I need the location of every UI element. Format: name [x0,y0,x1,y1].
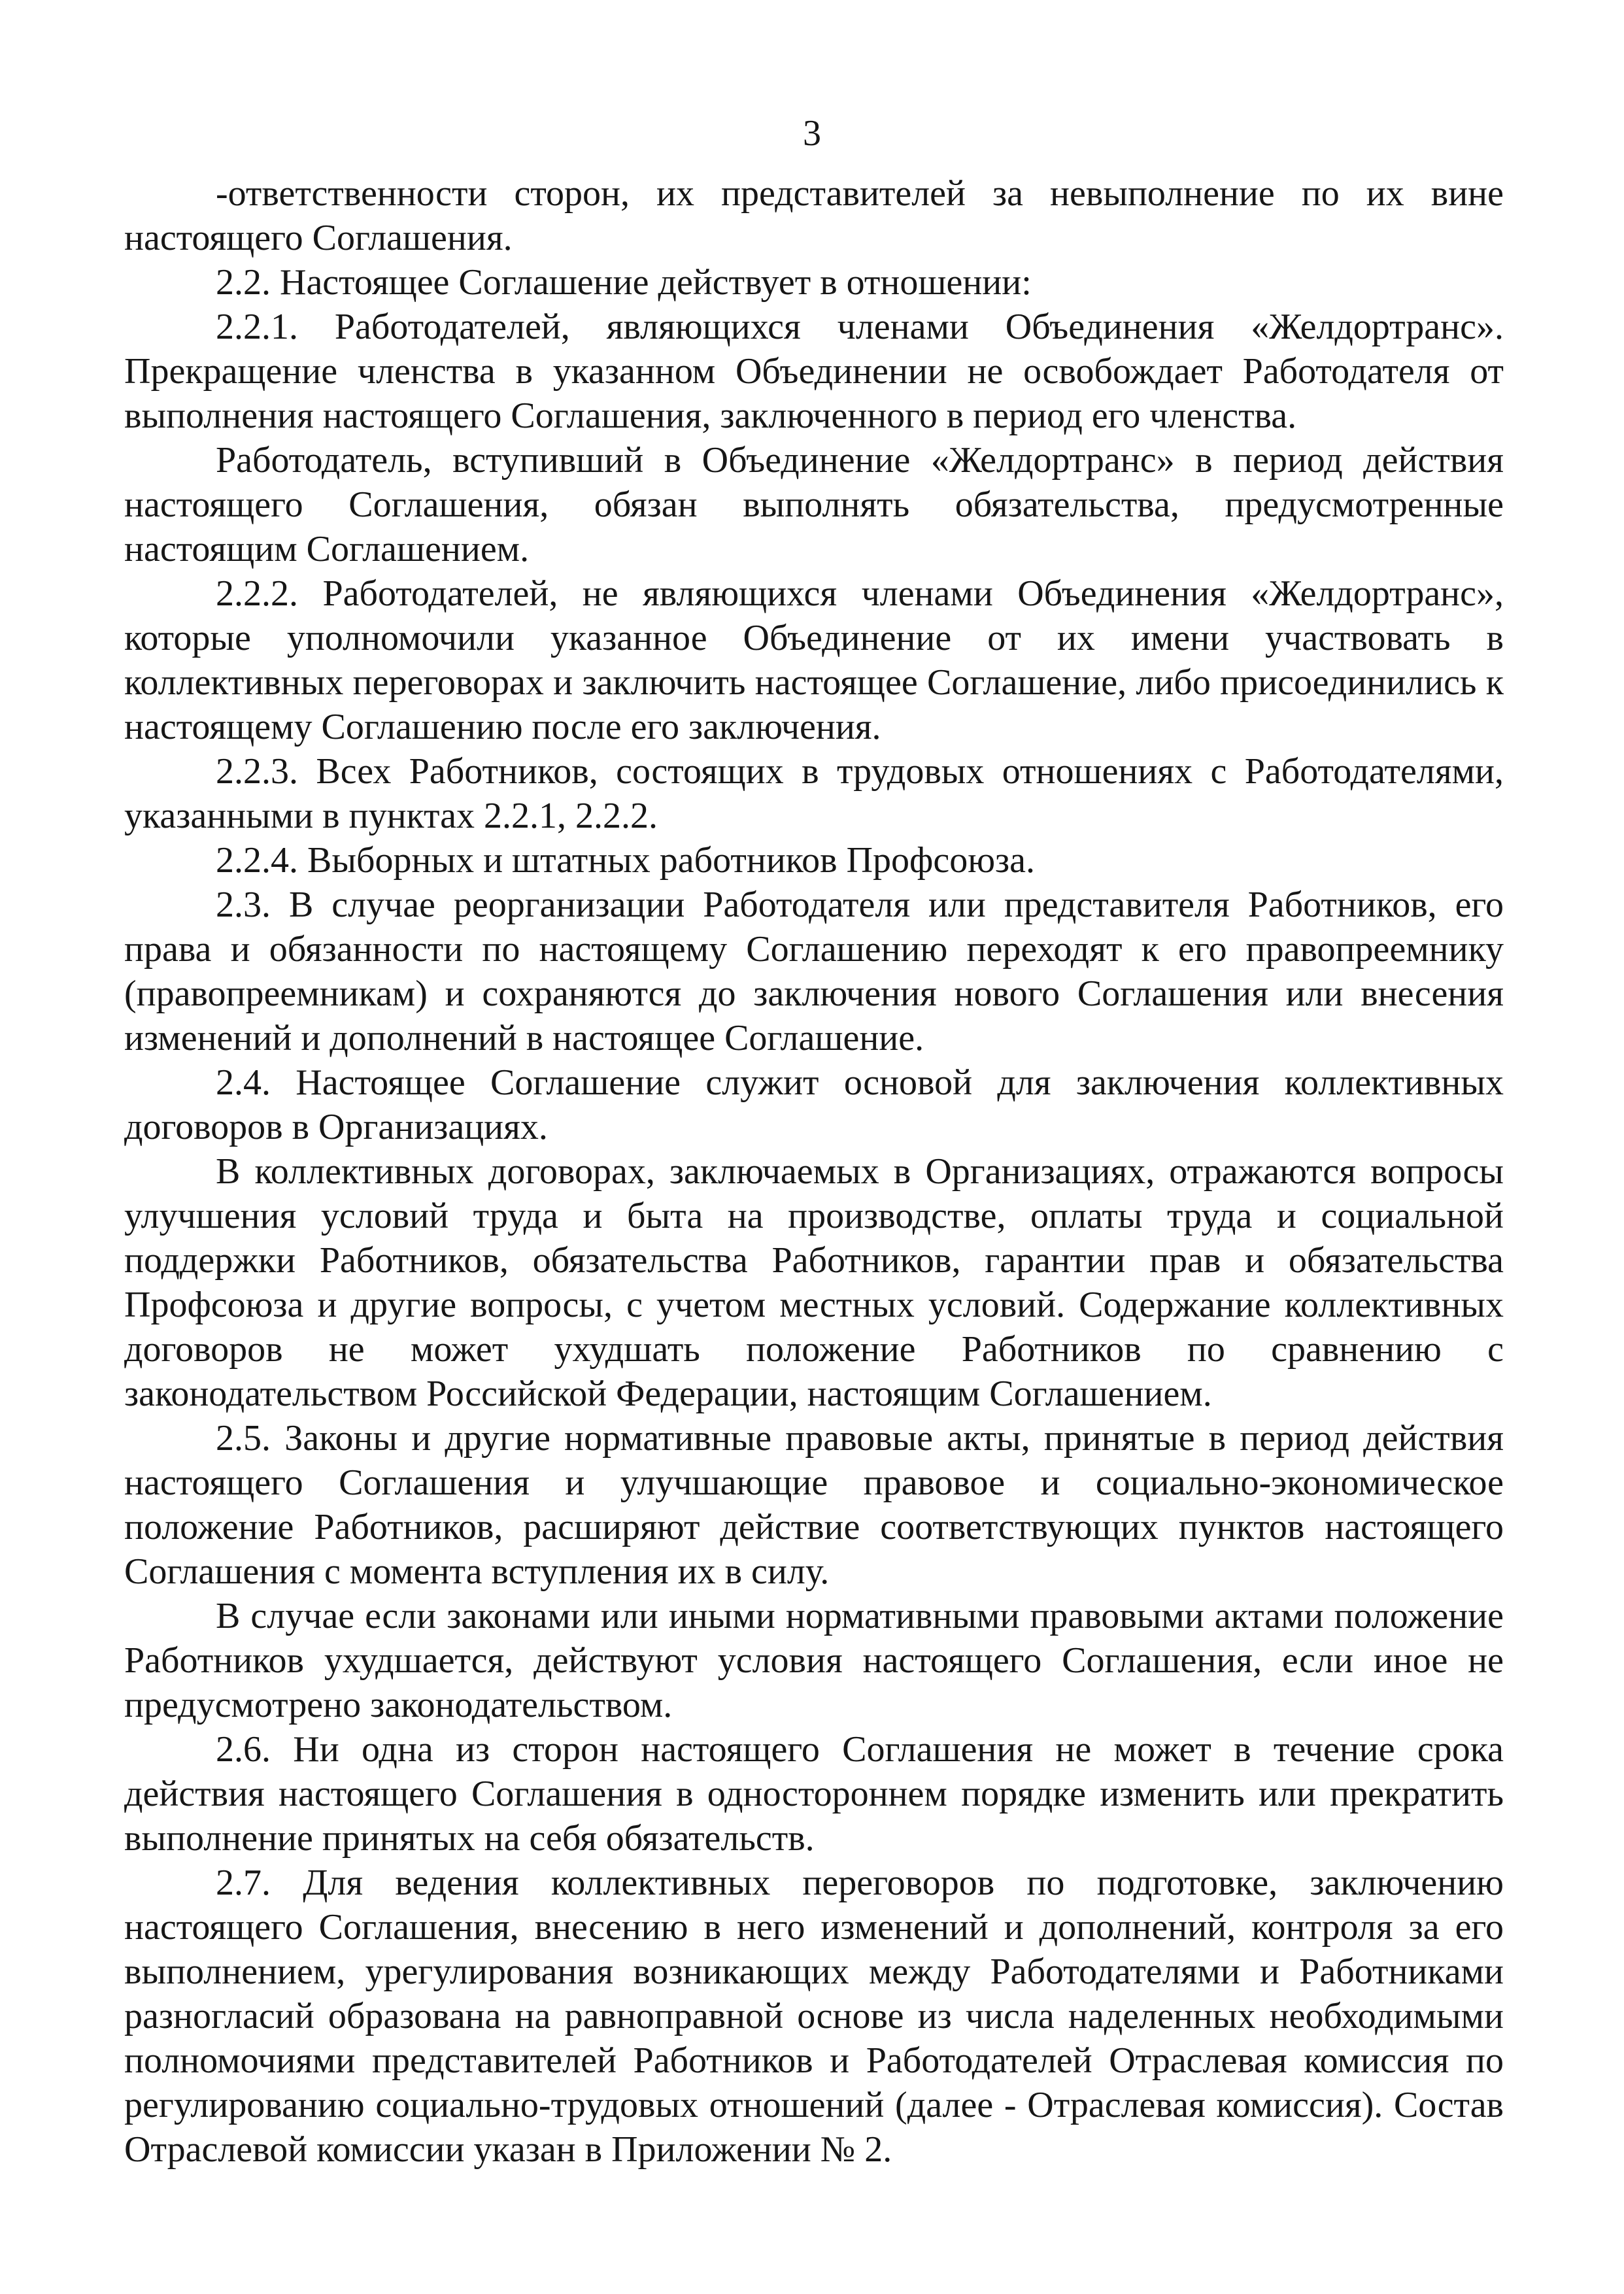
paragraph-2-2-4: 2.2.4. Выборных и штатных работников Профсоюза. [216,840,1035,881]
paragraph-2-2-1: 2.2.1. Работодателей, являющихся членами Объединения «Желдортранс». Прекращение членства в указанном Объединении не освобождает Работодателя от выполнения настоящего Соглашения, заключенного в период его членства. [124,307,1504,436]
paragraph-2-2-3: 2.2.3. Всех Работников, состоящих в трудовых отношениях с Работодателями, указанными в пунктах 2.2.1, 2.2.2. [124,751,1504,836]
paragraph-2-3: 2.3. В случае реорганизации Работодателя или представителя Работников, его права и обязанности по настоящему Соглашению переходят к его правопреемнику (правопреемникам) и сохраняются до заключения нового Соглашения или внесения изменений и дополнений в настоящее Соглашение. [124,885,1504,1058]
page-number: 3 [803,113,821,154]
paragraph-2-6: 2.6. Ни одна из сторон настоящего Соглашения не может в течение срока действия настоящего Соглашения в одностороннем порядке изменить или прекратить выполнение принятых на себя обязательств. [124,1729,1504,1859]
paragraph-2-2: 2.2. Настоящее Соглашение действует в отношении: [216,262,1032,303]
paragraph-2-2-2: 2.2.2. Работодателей, не являющихся членами Объединения «Желдортранс», которые уполномочили указанное Объединение от их имени участвовать в коллективных переговорах и заключить настоящее Соглашение, либо присоединились к настоящему Соглашению после его заключения. [124,573,1504,747]
paragraph-collective-agreements: В коллективных договорах, заключаемых в Организациях, отражаются вопросы улучшения условий труда и быта на производстве, оплаты труда и социальной поддержки Работников, обязательства Работников, гарантии прав и обязательства Профсоюза и другие вопросы, с учетом местных условий. Содержание коллективных договоров не может ухудшать положение Работников по сравнению с законодательством Российской Федерации, настоящим Соглашением. [124,1151,1504,1414]
paragraph-joined-employer: Работодатель, вступивший в Объединение «Желдортранс» в период действия настоящего Соглашения, обязан выполнять обязательства, предусмотренные настоящим Соглашением. [124,440,1504,569]
paragraph-responsibility: -ответственности сторон, их представителей за невыполнение по их вине настоящего Соглашения. [124,173,1504,258]
paragraph-2-4: 2.4. Настоящее Соглашение служит основой для заключения коллективных договоров в Организациях. [124,1062,1504,1147]
paragraph-worsening-conditions: В случае если законами или иными нормативными правовыми актами положение Работников ухудшается, действуют условия настоящего Соглашения, если иное не предусмотрено законодательством. [124,1596,1504,1725]
paragraph-2-7: 2.7. Для ведения коллективных переговоров по подготовке, заключению настоящего Соглашения, внесению в него изменений и дополнений, контроля за его выполнением, урегулирования возникающих между Работодателями и Работниками разногласий образована на равноправной основе из числа наделенных необходимыми полномочиями представителей Работников и Работодателей Отраслевая комиссия по регулированию социально-трудовых отношений (далее - Отраслевая комиссия). Состав Отраслевой комиссии указан в Приложении № 2. [124,1863,1504,2170]
paragraph-2-5: 2.5. Законы и другие нормативные правовые акты, принятые в период действия настоящего Соглашения и улучшающие правовое и социально-экономическое положение Работников, расширяют действие соответствующих пунктов настоящего Соглашения с момента вступления их в силу. [124,1418,1504,1592]
document-body [124,171,1504,2172]
